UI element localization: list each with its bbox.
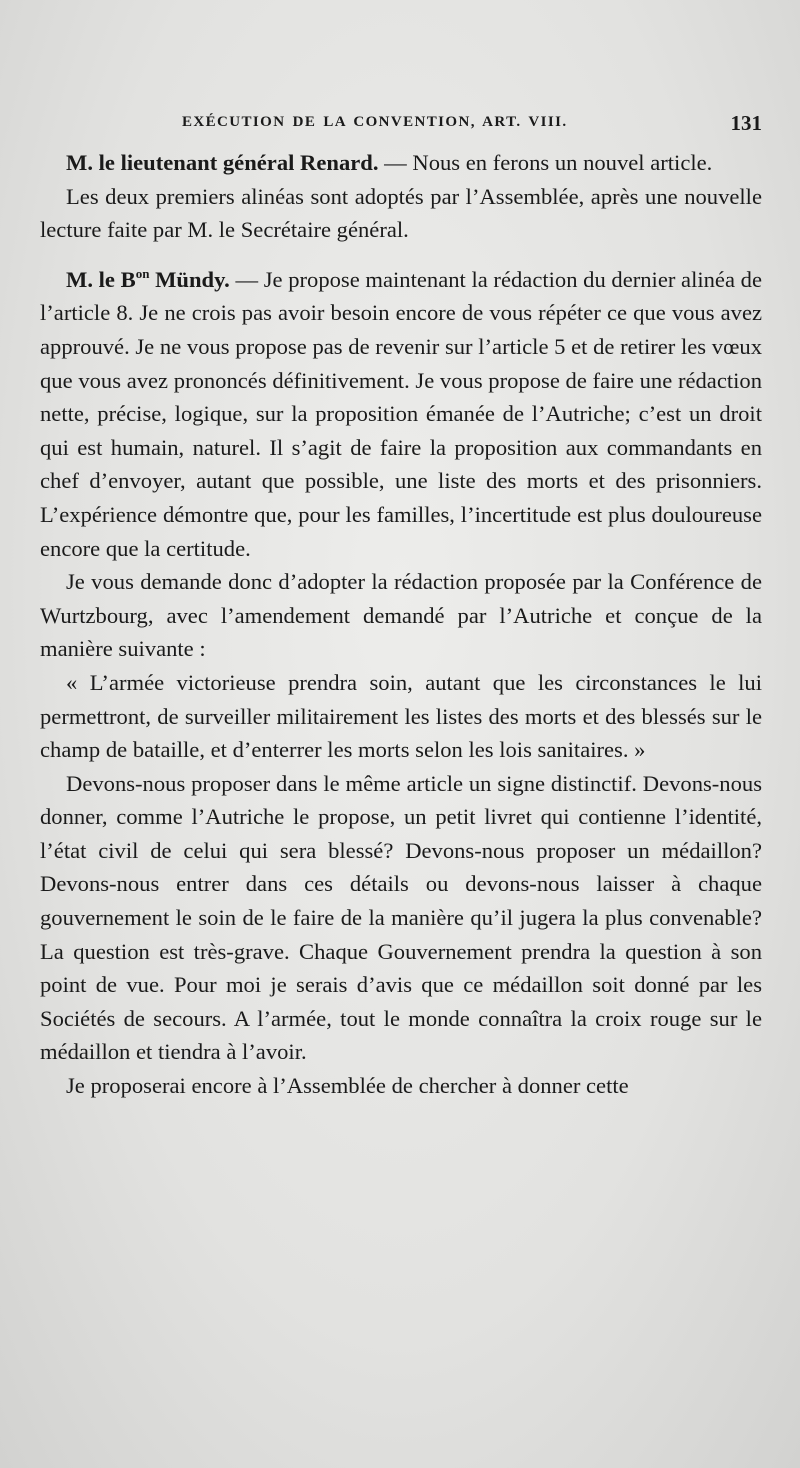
page-header (40, 111, 762, 140)
page-number: 131 (730, 111, 762, 135)
paragraph-final (40, 1069, 762, 1103)
paragraph-text: — Nous en ferons un nouvel article. (378, 150, 713, 175)
paragraph-text: Les deux premiers alinéas sont adoptés par l’Assemblée, après une nouvelle lecture faite par M. le Secrétaire général. (40, 183, 762, 243)
speaker-prefix: M. le B (66, 266, 136, 292)
paragraph-text: Devons-nous proposer dans le même article un signe distinctif. Devons-nous donner, comme l’Autriche le propose, un petit livret qui contienne l’identité, l’état civil de celui qui sera blessé? Devons-nous proposer un médaillon? Devons-nous entrer dans ces détails ou devons-nous laisser à chaque gouvernement le soin de le faire de la manière qu’il jugera la plus convenable? La question est très-grave. Chaque Gouvernement prendra la question à son point de vue. Pour moi je serais d’avis que ce médaillon soit donné par les Sociétés de secours. A l’armée, tout le monde connaîtra la croix rouge sur le médaillon et tiendra à l’avoir. (40, 770, 762, 1065)
paragraph-text: — Je propose maintenant la rédaction du dernier alinéa de l’article 8. Je ne crois pas avoir besoin encore de vous répéter ce que vous avez approuvé. Je ne vous propose pas de revenir sur l’article 5 et de retirer les vœux que vous avez prononcés définitivement. Je vous propose de faire une rédaction nette, précise, logique, sur la proposition émanée de l’Autriche; c’est un droit qui est humain, naturel. Il s’agit de faire la proposition aux commandants en chef d’envoyer, autant que possible, une liste des morts et des prisonniers. L’expérience démontre que, pour les familles, l’incertitude est plus douloureuse encore que la certitude. (40, 266, 762, 561)
speaker-surname: Mündy. (149, 266, 230, 292)
speaker-title-superscript: on (135, 265, 150, 281)
paragraph-adoption (40, 180, 762, 247)
paragraph-text: Je vous demande donc d’adopter la rédaction proposée par la Conférence de Wurtzbourg, avec l’amendement demandé par l’Autriche et conçue de la manière suivante : (40, 569, 762, 662)
paragraph-quotation (40, 666, 762, 767)
page-body (40, 146, 762, 1103)
paragraph-text: « L’armée victorieuse prendra soin, autant que les circonstances le lui permettront, de surveiller militairement les listes des morts et des blessés sur le champ de bataille, et d’enterrer les morts selon les lois sanitaires. » (40, 669, 762, 763)
speaker-name (66, 267, 230, 292)
speaker-name: M. le lieutenant général Renard. (66, 150, 379, 175)
paragraph-questions (40, 767, 762, 1069)
paragraph-renard (40, 146, 762, 180)
paragraph-mundy (40, 263, 762, 565)
running-head: EXÉCUTION DE LA CONVENTION, ART. VIII. (182, 114, 568, 130)
paragraph-request (40, 565, 762, 666)
paragraph-text: Je proposerai encore à l’Assemblée de chercher à donner cette (66, 1073, 629, 1099)
